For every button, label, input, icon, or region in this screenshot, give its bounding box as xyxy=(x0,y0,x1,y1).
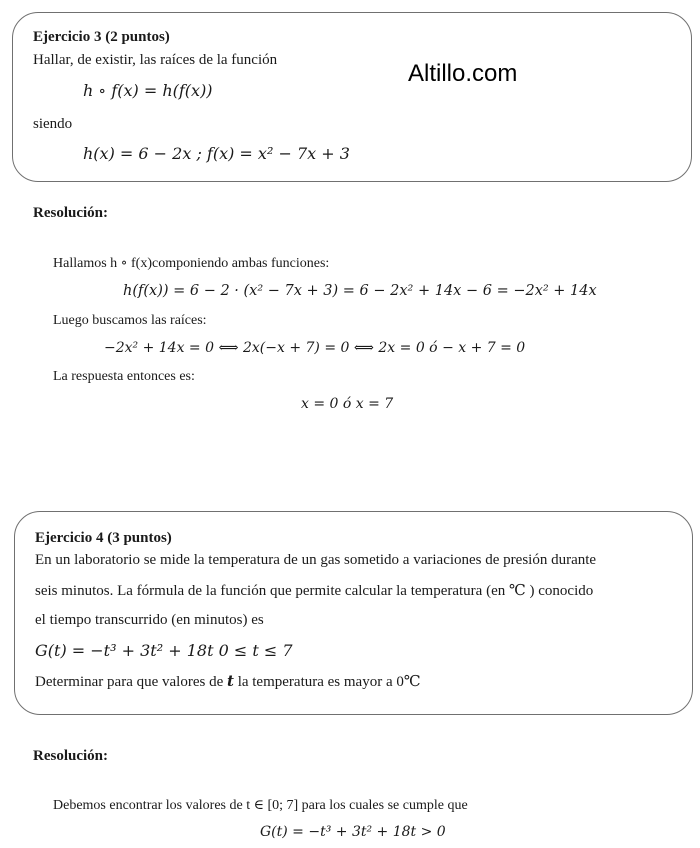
exercise-4-title: Ejercicio 4 (3 puntos) xyxy=(35,530,172,546)
composition-equation: h(f(x)) = 6 − 2 · (x² − 7x + 3) = 6 − 2x² + 14x − 6 = −2x² + 14x xyxy=(123,283,597,299)
exercise-4-line-1: En un laboratorio se mide la temperatura de un gas sometido a variaciones de presión durante xyxy=(35,552,597,568)
composition-formula: h ∘ f(x) = h(f(x)) xyxy=(83,81,213,100)
answer-equation: x = 0 ó x = 7 xyxy=(301,396,394,412)
temperature-formula: G(t) = −t³ + 3t² + 18t 0 ≤ t ≤ 7 xyxy=(35,641,293,660)
roots-equation: −2x² + 14x = 0 ⟺ 2x(−x + 7) = 0 ⟺ 2x = 0 ó − x + 7 = 0 xyxy=(104,340,526,356)
inequality-equation: G(t) = −t³ + 3t² + 18t > 0 xyxy=(260,824,446,840)
resolution-3-heading: Resolución: xyxy=(33,205,108,221)
question-text-start: Determinar para que valores de xyxy=(35,674,227,690)
exercise-3-statement: Hallar, de existir, las raíces de la función xyxy=(33,52,278,68)
roots-text: Luego buscamos las raíces: xyxy=(53,313,207,328)
resolution-3-intro: Hallamos h ∘ f(x)componiendo ambas funciones: xyxy=(53,256,330,271)
resolution-4-text: Debemos encontrar los valores de t ∈ [0; 7] para los cuales se cumple que xyxy=(53,798,468,813)
functions-definition: h(x) = 6 − 2x ; f(x) = x² − 7x + 3 xyxy=(83,144,350,163)
siendo-text: siendo xyxy=(33,116,73,132)
watermark: Altillo.com xyxy=(408,60,518,87)
resolution-4-heading: Resolución: xyxy=(33,748,108,764)
exercise-4-line-3: el tiempo transcurrido (en minutos) es xyxy=(35,612,264,628)
exercise-4-line-2: seis minutos. La fórmula de la función que permite calcular la temperatura (en ℃ ) conocido xyxy=(35,583,594,599)
question-text-end: la temperatura es mayor a 0℃ xyxy=(233,674,421,690)
variable-t: t xyxy=(227,672,234,690)
exercise-3-title: Ejercicio 3 (2 puntos) xyxy=(33,29,170,45)
exercise-4-question xyxy=(35,672,421,691)
answer-text: La respuesta entonces es: xyxy=(53,369,195,384)
